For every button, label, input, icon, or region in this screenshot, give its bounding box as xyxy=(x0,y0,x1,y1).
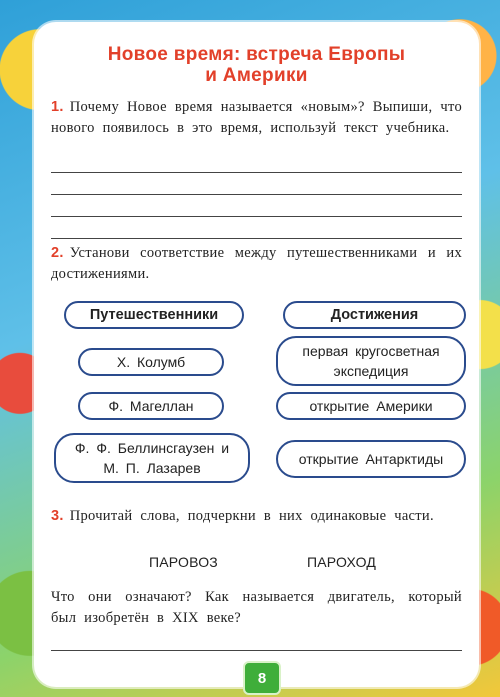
task-2-number: 2. xyxy=(51,245,64,261)
traveler-label: Х. Колумб xyxy=(116,354,186,370)
task-1 xyxy=(51,97,462,139)
task-1-text: Почему Новое время называется «новым»? Выпиши, что нового появилось в это время, используй текст учебника. xyxy=(51,99,462,136)
achievement-america[interactable] xyxy=(276,392,466,420)
page-title xyxy=(34,44,479,86)
word-parovoz[interactable]: ПАРОВОЗ xyxy=(149,554,218,570)
answer-line-4[interactable] xyxy=(51,238,462,239)
traveler-magellan[interactable] xyxy=(78,392,224,420)
achievement-antarctica[interactable] xyxy=(276,440,466,478)
task-2-text: Установи соответствие между путешественниками и их достижениями. xyxy=(51,245,462,282)
task-1-number: 1. xyxy=(51,99,64,115)
traveler-label: Ф. Ф. Беллинсгаузен и М. П. Лазарев xyxy=(74,440,230,476)
task-3-text: Прочитай слова, подчеркни в них одинаковые части. xyxy=(69,508,434,524)
achievement-label: открытие Америки xyxy=(309,398,433,414)
achievements-header xyxy=(283,301,466,329)
task-3 xyxy=(51,506,462,527)
achievements-header-label: Достижения xyxy=(330,307,419,323)
traveler-label: Ф. Магеллан xyxy=(108,398,194,414)
traveler-bellingshausen-lazarev[interactable] xyxy=(54,433,250,483)
worksheet-page xyxy=(34,22,479,687)
task-2 xyxy=(51,243,462,285)
answer-line-3[interactable] xyxy=(51,216,462,217)
word-parokhod[interactable]: ПАРОХОД xyxy=(307,554,377,570)
achievement-label: первая кругосветная экспедиция xyxy=(302,343,440,379)
answer-line-2[interactable] xyxy=(51,194,462,195)
title-line-1: Новое время: встреча Европы xyxy=(107,44,406,65)
travelers-header-label: Путешественники xyxy=(89,307,219,323)
traveler-columbus[interactable] xyxy=(78,348,224,376)
achievement-circumnavigation[interactable] xyxy=(276,336,466,386)
task-3-question: Что они означают? Как называется двигатель, который был изобретён в XIX веке? xyxy=(51,589,462,626)
page-number: 8 xyxy=(257,669,267,687)
travelers-header xyxy=(64,301,244,329)
task-3-number: 3. xyxy=(51,508,64,524)
answer-line-5[interactable] xyxy=(51,650,462,651)
achievement-label: открытие Антарктиды xyxy=(298,451,444,467)
answer-line-1[interactable] xyxy=(51,172,462,173)
title-line-2: и Америки xyxy=(205,65,308,86)
page-number-badge xyxy=(243,661,281,695)
